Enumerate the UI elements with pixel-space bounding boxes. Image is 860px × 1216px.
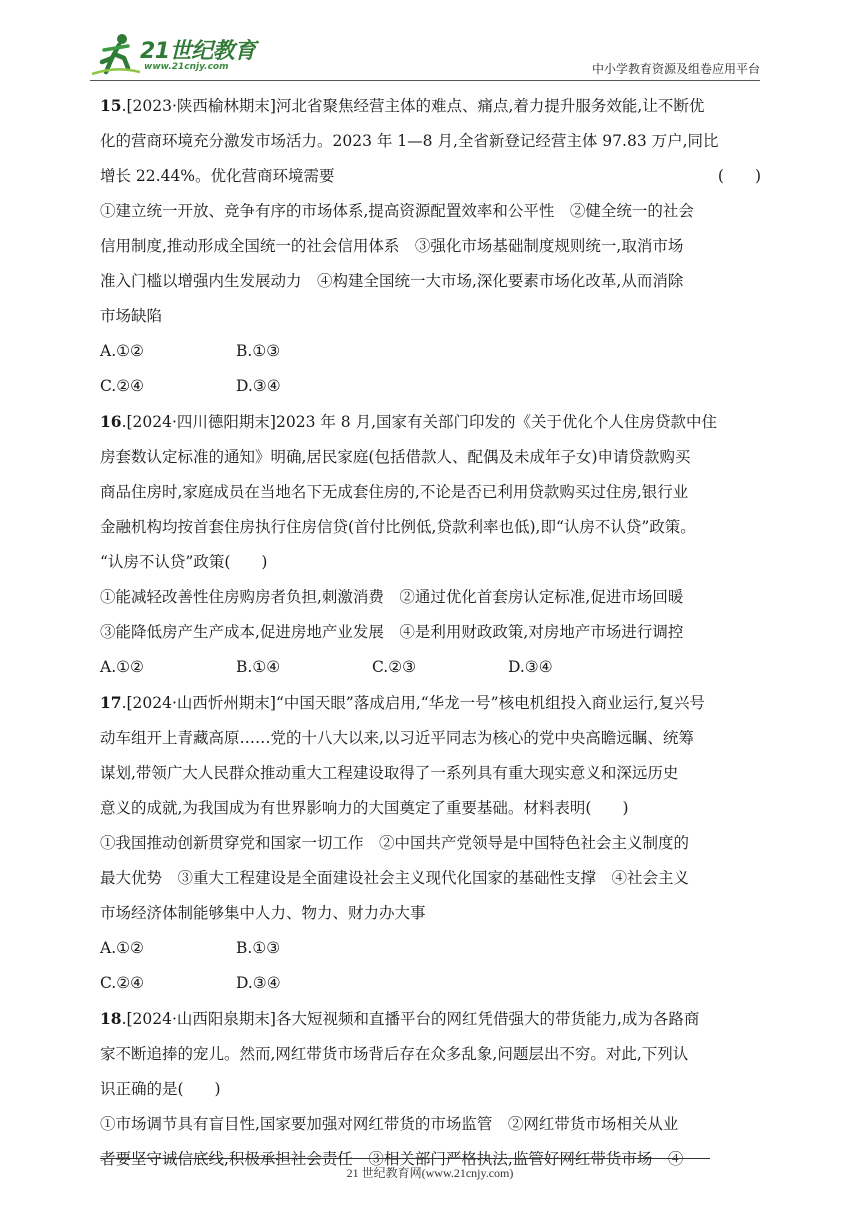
stem-line: 化的营商环境充分激发市场活力。2023 年 1—8 月,全省新登记经营主体 97.83 万户,同比 [100,132,719,150]
option-a[interactable]: A.①② [100,342,144,360]
option-c[interactable]: C.②④ [100,377,145,395]
page-footer[interactable]: 21 世纪教育网(www.21cnjy.com) [346,1166,514,1180]
option-b[interactable]: B.①④ [236,658,281,676]
statement-line: 准入门槛以增强内生发展动力 ④构建全国统一大市场,深化要素市场化改革,从而消除 [100,272,684,290]
question-number: 17 [100,693,122,712]
question-source: .[2024·山西阳泉期末] [121,1010,276,1028]
page-header [90,30,760,80]
options-row [100,931,765,966]
stem-line: 识正确的是( ) [100,1080,221,1098]
question-16 [100,404,765,685]
stem-line: 家不断追捧的宠儿。然而,网红带货市场背后存在众多乱象,问题层出不穷。对此,下列认 [100,1045,689,1063]
option-b[interactable]: B.①③ [236,342,281,360]
question-source: .[2024·四川德阳期末] [121,413,276,431]
stem-line: 各大短视频和直播平台的网红凭借强大的带货能力,成为各路商 [275,1010,700,1028]
question-stem [100,404,765,440]
question-content [100,88,765,1177]
header-divider [90,80,760,81]
option-b[interactable]: B.①③ [236,939,281,957]
statement-line: 市场经济体制能够集中人力、物力、财力办大事 [100,904,426,922]
footer-divider [100,1158,710,1159]
statement-line: 信用制度,推动形成全国统一的社会信用体系 ③强化市场基础制度规则统一,取消市场 [100,237,684,255]
stem-line: 商品住房时,家庭成员在当地名下无成套住房的,不论是否已利用贷款购买过住房,银行业 [100,483,689,501]
statement-line: 最大优势 ③重大工程建设是全面建设社会主义现代化国家的基础性支撑 ④社会主义 [100,869,690,887]
question-number: 16 [100,412,122,431]
option-a[interactable]: A.①② [100,658,144,676]
statement-line: ①我国推动创新贯穿党和国家一切工作 ②中国共产党领导是中国特色社会主义制度的 [100,834,690,852]
option-d[interactable]: D.③④ [508,658,553,676]
option-a[interactable]: A.①② [100,939,144,957]
question-17 [100,685,765,1001]
stem-line-last [100,159,765,194]
question-18 [100,1001,765,1177]
stem-line: 动车组开上青藏高原……党的十八大以来,以习近平同志为核心的党中央高瞻远瞩、统筹 [100,729,694,747]
statement-line: ①能减轻改善性住房购房者负担,刺激消费 ②通过优化首套房认定标准,促进市场回暖 [100,588,684,606]
stem-line: 房套数认定标准的通知》明确,居民家庭(包括借款人、配偶及未成年子女)申请贷款购买 [100,448,691,466]
options-row [100,650,765,685]
statement-line: ①建立统一开放、竞争有序的市场体系,提高资源配置效率和公平性 ②健全统一的社会 [100,202,694,220]
stem-line: “认房不认贷”政策( ) [100,553,268,571]
logo-title: 21世纪教育 [140,39,256,64]
question-number: 18 [100,1009,122,1028]
stem-line: 谋划,带领广大人民群众推动重大工程建设取得了一系列具有重大现实意义和深远历史 [100,764,679,782]
statement-line: ①市场调节具有盲目性,国家要加强对网红带货的市场监管 ②网红带货市场相关从业 [100,1115,679,1133]
stem-line: “中国天眼”落成启用,“华龙一号”核电机组投入商业运行,复兴号 [275,694,706,712]
stem-line: 意义的成就,为我国成为有世界影响力的大国奠定了重要基础。材料表明( ) [100,799,629,817]
site-logo[interactable] [90,32,290,78]
option-d[interactable]: D.③④ [236,974,281,992]
statement-line: 者要坚守诚信底线,积极承担社会责任 ③相关部门严格执法,监管好网红带货市场 ④ [100,1150,684,1168]
question-15 [100,88,765,404]
option-c[interactable]: C.②③ [372,658,417,676]
options-row [100,369,765,404]
runner-logo-icon [92,32,140,76]
statement-line: 市场缺陷 [100,307,163,325]
stem-line: 金融机构均按首套住房执行住房信贷(首付比例低,贷款利率也低),即“认房不认贷”政策。 [100,518,696,536]
header-platform-title: 中小学教育资源及组卷应用平台 [591,62,760,76]
question-stem [100,1001,765,1037]
stem-line: 河北省聚焦经营主体的难点、痛点,着力提升服务效能,让不断优 [275,97,705,115]
question-source: .[2023·陕西榆林期末] [121,97,276,115]
options-row [100,334,765,369]
stem-text: 增长 22.44%。优化营商环境需要 [100,167,335,185]
answer-bracket[interactable]: ( ) [717,167,761,185]
option-c[interactable]: C.②④ [100,974,145,992]
question-source: .[2024·山西忻州期末] [121,694,276,712]
option-d[interactable]: D.③④ [236,377,281,395]
logo-url: www.21cnjy.com [144,62,229,72]
options-row [100,966,765,1001]
statement-line: ③能降低房产生产成本,促进房地产业发展 ④是利用财政政策,对房地产市场进行调控 [100,623,684,641]
question-stem [100,88,765,124]
question-number: 15 [100,96,122,115]
stem-line: 2023 年 8 月,国家有关部门印发的《关于优化个人住房贷款中住 [275,413,718,431]
question-stem [100,685,765,721]
